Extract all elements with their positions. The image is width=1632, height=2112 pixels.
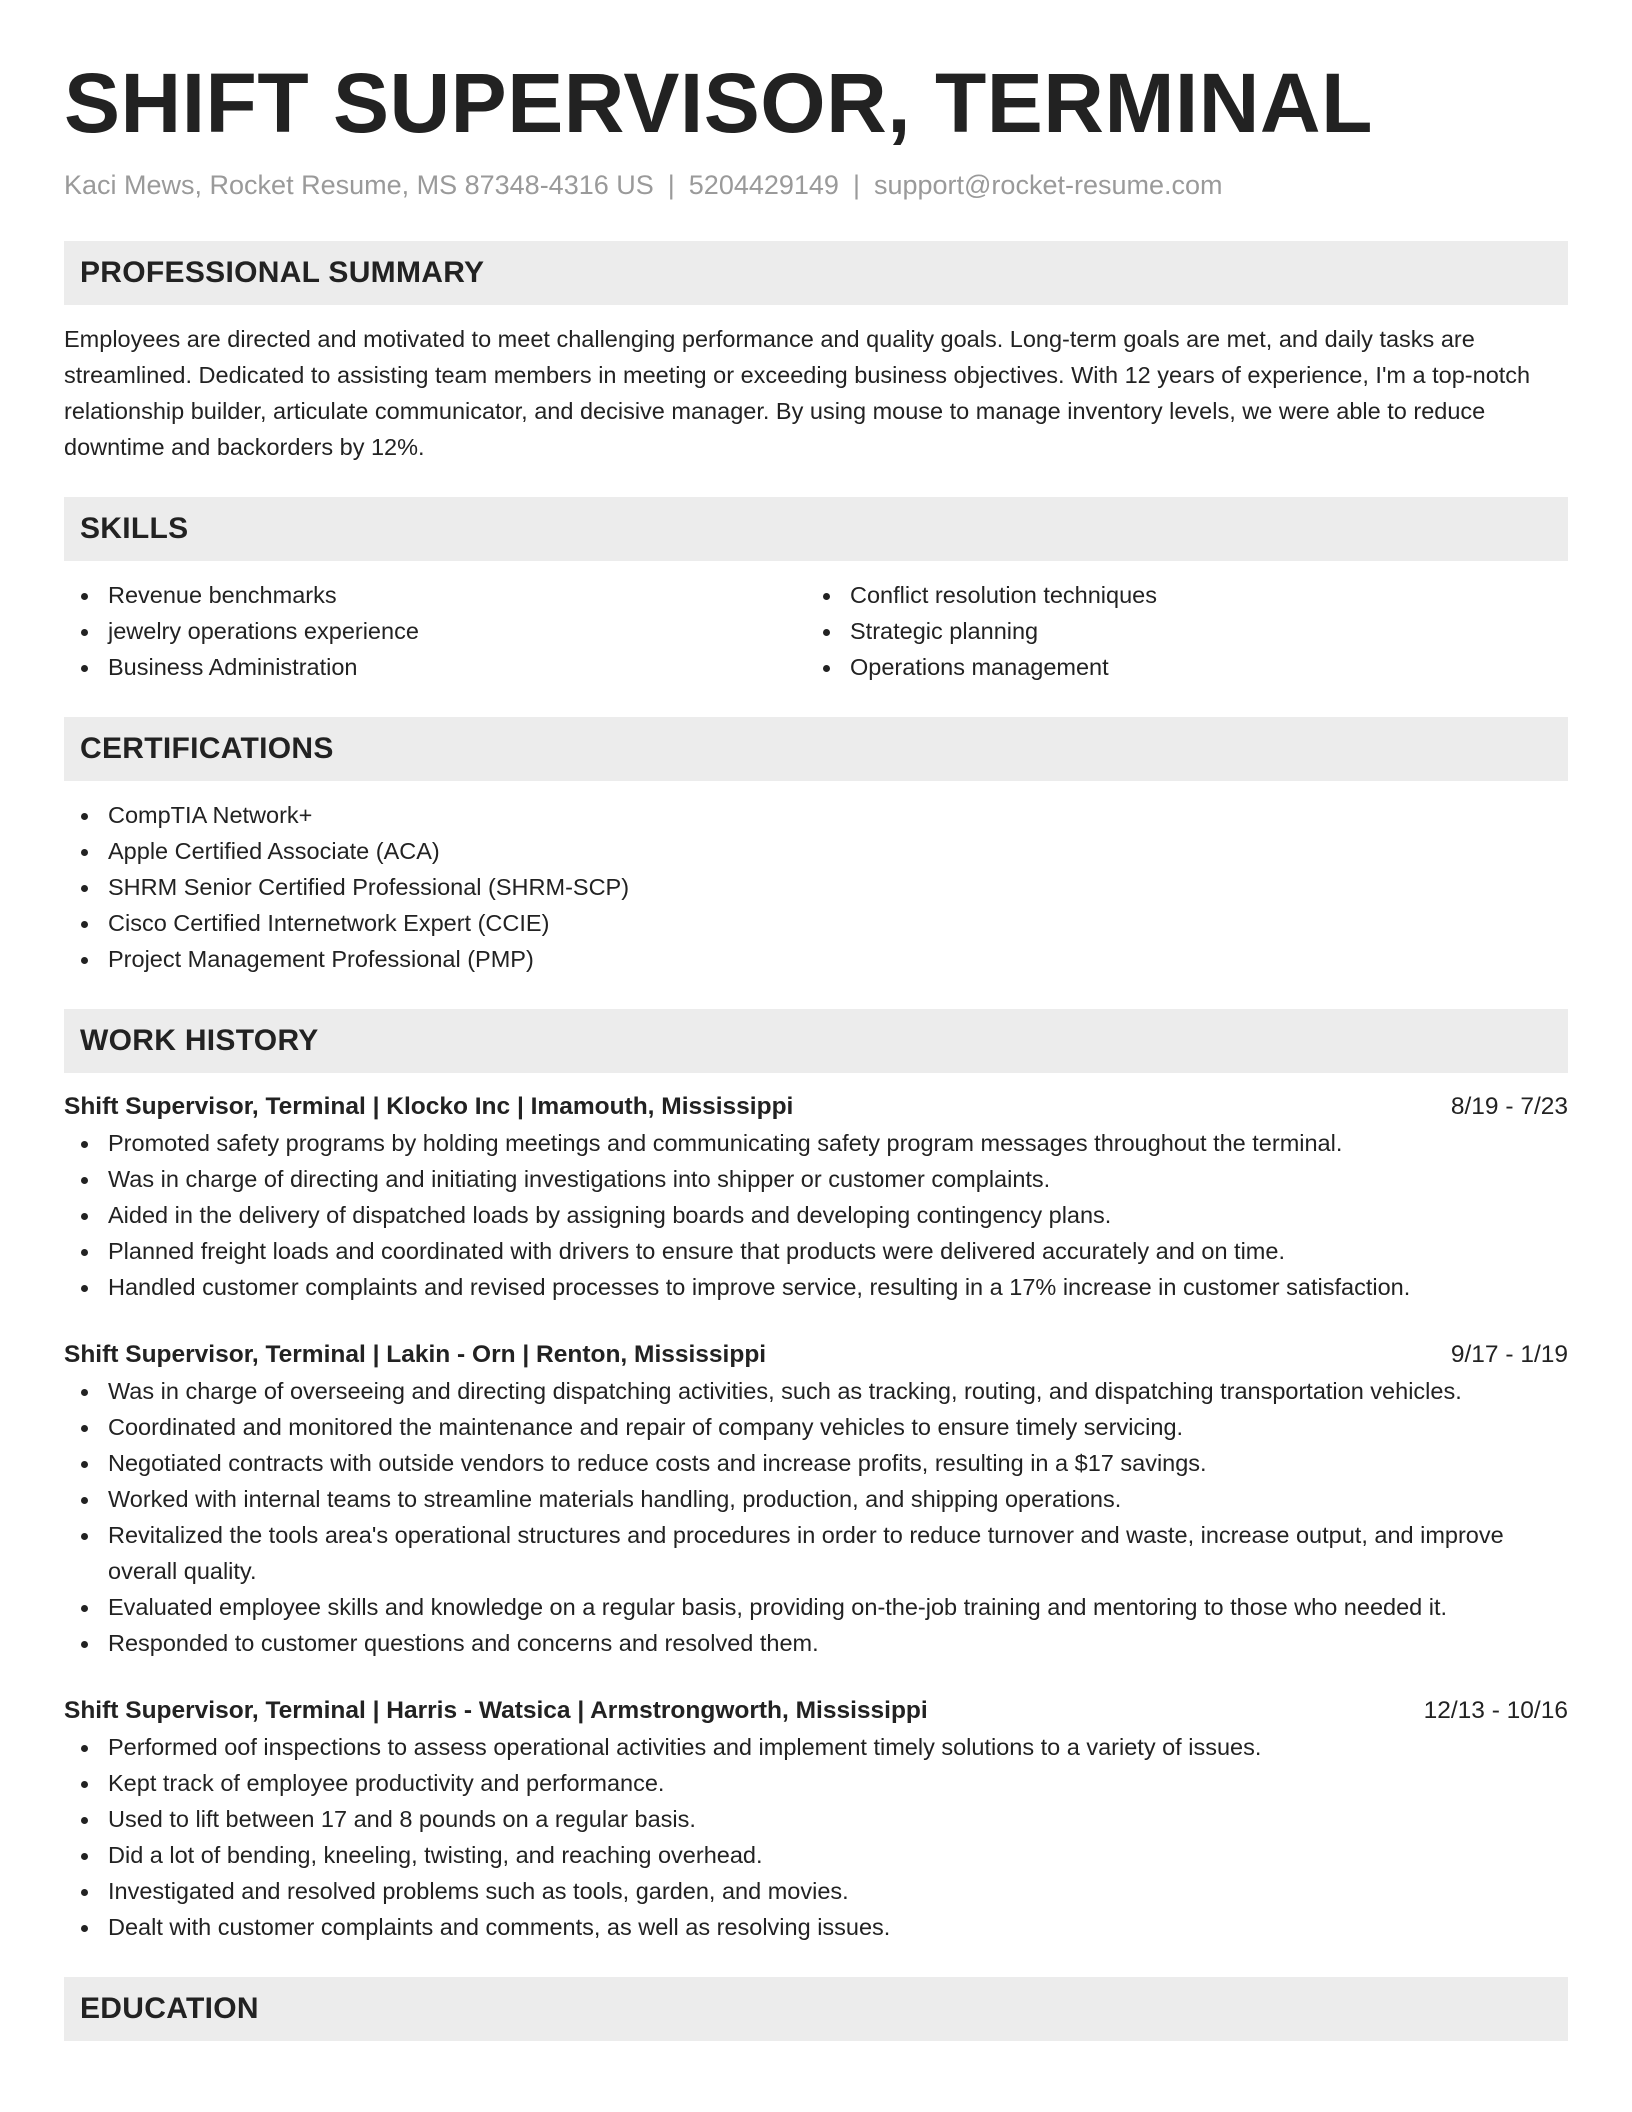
certifications-list	[64, 797, 1568, 977]
contact-separator: |	[852, 170, 860, 200]
job-bullet: Did a lot of bending, kneeling, twisting, and reaching overhead.	[64, 1837, 1568, 1873]
work-entry-header	[64, 1337, 1568, 1373]
job-bullets	[64, 1373, 1568, 1661]
job-title: Shift Supervisor, Terminal | Klocko Inc | Imamouth, Mississippi	[64, 1093, 794, 1120]
certification-item: Cisco Certified Internetwork Expert (CCIE)	[64, 905, 1568, 941]
job-bullet: Was in charge of directing and initiating investigations into shipper or customer complaints.	[64, 1161, 1568, 1197]
job-bullet: Worked with internal teams to streamline materials handling, production, and shipping operations.	[64, 1481, 1568, 1517]
contact-email: support@rocket-resume.com	[873, 170, 1223, 200]
certification-item: Apple Certified Associate (ACA)	[64, 833, 1568, 869]
job-bullets	[64, 1729, 1568, 1945]
certification-item: SHRM Senior Certified Professional (SHRM-SCP)	[64, 869, 1568, 905]
job-dates: 12/13 - 10/16	[1423, 1697, 1568, 1724]
job-dates: 9/17 - 1/19	[1450, 1341, 1568, 1368]
skill-item: Operations management	[806, 649, 1548, 685]
job-bullet: Dealt with customer complaints and comments, as well as resolving issues.	[64, 1909, 1568, 1945]
job-bullet: Coordinated and monitored the maintenance and repair of company vehicles to ensure timely servicing.	[64, 1409, 1568, 1445]
section-heading-certifications: CERTIFICATIONS	[64, 717, 1568, 781]
work-entry	[64, 1089, 1568, 1305]
certification-item: Project Management Professional (PMP)	[64, 941, 1568, 977]
section-heading-skills: SKILLS	[64, 497, 1568, 561]
job-bullet: Was in charge of overseeing and directing dispatching activities, such as tracking, routing, and dispatching transportation vehicles.	[64, 1373, 1568, 1409]
contact-phone: 5204429149	[688, 170, 839, 200]
skills-column-left	[64, 577, 806, 685]
job-bullet: Evaluated employee skills and knowledge on a regular basis, providing on-the-job training and mentoring to those who needed it.	[64, 1589, 1568, 1625]
section-heading-education: EDUCATION	[64, 1977, 1568, 2041]
section-heading-work-history: WORK HISTORY	[64, 1009, 1568, 1073]
job-bullet: Aided in the delivery of dispatched loads by assigning boards and developing contingency plans.	[64, 1197, 1568, 1233]
summary-text: Employees are directed and motivated to meet challenging performance and quality goals. Long-term goals are met, and daily tasks are streamlined. Dedicated to assisting team members in meeting or exceeding business objectives. With 12 years of experience, I'm a top-notch relationship builder, articulate communicator, and decisive manager. By using mouse to manage inventory levels, we were able to reduce downtime and backorders by 12%.	[64, 326, 1531, 460]
job-bullet: Kept track of employee productivity and performance.	[64, 1765, 1568, 1801]
work-entry	[64, 1693, 1568, 1945]
certification-item: CompTIA Network+	[64, 797, 1568, 833]
job-dates: 8/19 - 7/23	[1450, 1093, 1568, 1120]
work-entry	[64, 1337, 1568, 1661]
skill-item: Conflict resolution techniques	[806, 577, 1548, 613]
job-bullet: Planned freight loads and coordinated with drivers to ensure that products were delivered accurately and on time.	[64, 1233, 1568, 1269]
job-title: Shift Supervisor, Terminal | Harris - Watsica | Armstrongworth, Mississippi	[64, 1697, 928, 1724]
job-bullet: Performed oof inspections to assess operational activities and implement timely solutions to a variety of issues.	[64, 1729, 1568, 1765]
job-bullet: Negotiated contracts with outside vendors to reduce costs and increase profits, resulting in a $17 savings.	[64, 1445, 1568, 1481]
skill-item: jewelry operations experience	[64, 613, 806, 649]
skill-item: Revenue benchmarks	[64, 577, 806, 613]
skill-item: Strategic planning	[806, 613, 1548, 649]
job-bullet: Handled customer complaints and revised processes to improve service, resulting in a 17% increase in customer satisfaction.	[64, 1269, 1568, 1305]
resume-page	[64, 55, 1568, 2041]
job-bullet: Used to lift between 17 and 8 pounds on a regular basis.	[64, 1801, 1568, 1837]
job-bullet: Revitalized the tools area's operational structures and procedures in order to reduce turnover and waste, increase output, and improve overall quality.	[64, 1517, 1568, 1589]
job-bullet: Responded to customer questions and concerns and resolved them.	[64, 1625, 1568, 1661]
skills-column-right	[806, 577, 1548, 685]
section-heading-summary: PROFESSIONAL SUMMARY	[64, 241, 1568, 305]
job-bullet: Promoted safety programs by holding meetings and communicating safety program messages throughout the terminal.	[64, 1125, 1568, 1161]
work-entry-header	[64, 1693, 1568, 1729]
skills-grid	[64, 577, 1568, 685]
job-bullet: Investigated and resolved problems such as tools, garden, and movies.	[64, 1873, 1568, 1909]
work-entry-header	[64, 1089, 1568, 1125]
contact-separator: |	[667, 170, 675, 200]
job-bullets	[64, 1125, 1568, 1305]
resume-name-heading: SHIFT SUPERVISOR, TERMINAL	[64, 56, 1373, 150]
skill-item: Business Administration	[64, 649, 806, 685]
contact-line	[64, 167, 1568, 203]
job-title: Shift Supervisor, Terminal | Lakin - Orn | Renton, Mississippi	[64, 1341, 767, 1368]
contact-address: Kaci Mews, Rocket Resume, MS 87348-4316 US	[64, 170, 654, 200]
